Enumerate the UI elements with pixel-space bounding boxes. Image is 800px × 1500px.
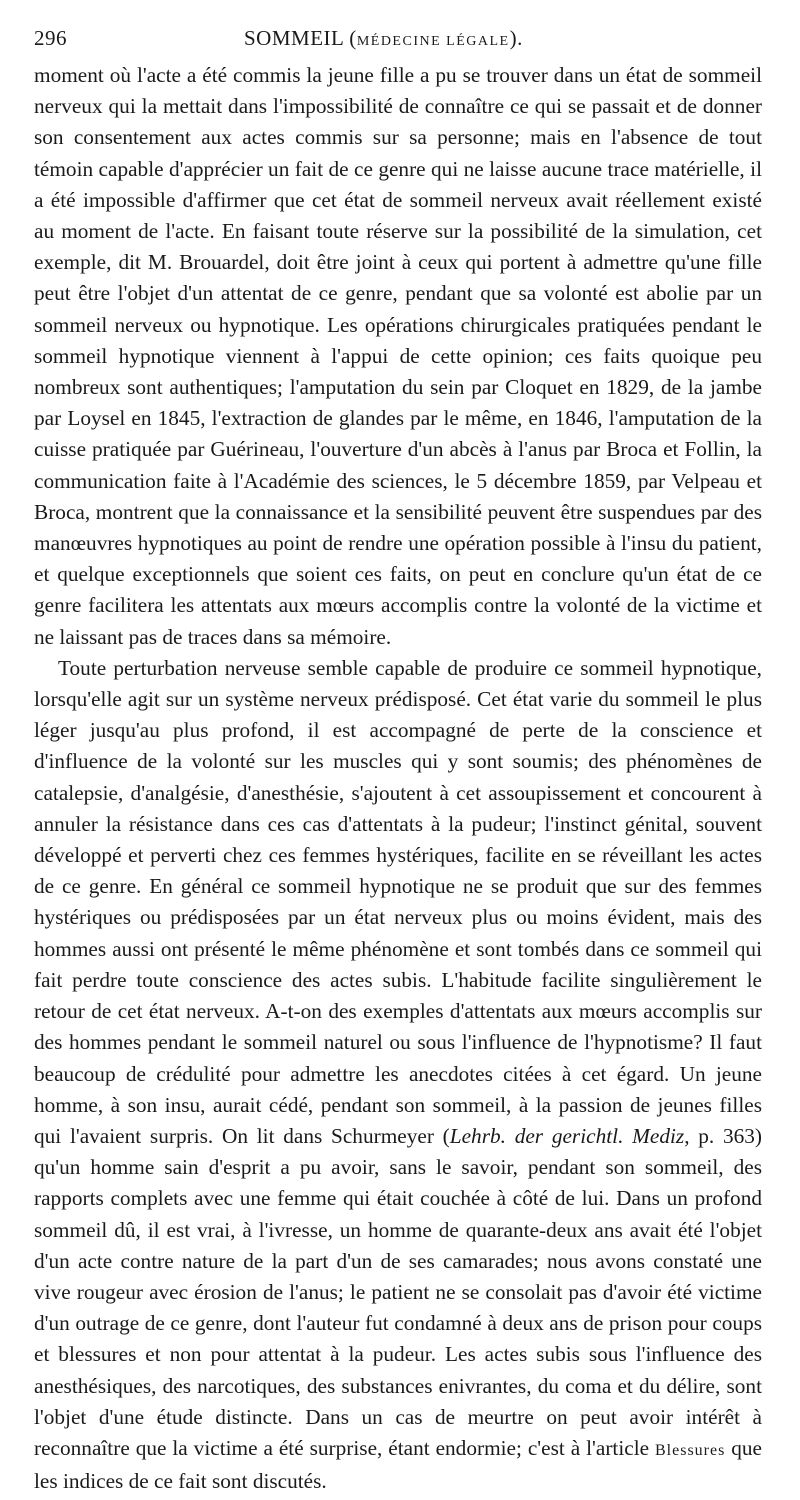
running-title — [244, 26, 762, 51]
paragraph-2-text-end: que les indices de ce fait sont discutés. — [34, 1435, 763, 1494]
paragraph-2 — [34, 653, 762, 1497]
article-reference: Blessures — [655, 1441, 726, 1459]
page-number: 296 — [34, 26, 67, 50]
body-text — [34, 60, 762, 1497]
paragraph-1: moment où l'acte a été commis la jeune fille a pu se trouver dans un état de sommeil nerveux qui la mettait dans l'impossibilité de connaître ce qui se passait et de donner son consentement aux actes commis sur sa personne; mais en l'absence de tout témoin capable d'apprécier un fait de ce genre qui ne laisse aucune trace matérielle, il a été impossible d'affirmer que cet état de sommeil nerveux avait réellement existé au moment de l'acte. En faisant toute réserve sur la possibilité de la simulation, cet exemple, dit M. Brouardel, doit être joint à ceux qui portent à admettre qu'une fille peut être l'objet d'un attentat de ce genre, pendant que sa volonté est abolie par un sommeil nerveux ou hypnotique. Les opérations chirurgicales pratiquées pendant le sommeil hypnotique viennent à l'appui de cette opinion; ces faits quoique peu nombreux sont authentiques; l'amputation du sein par Cloquet en 1829, de la jambe par Loysel en 1845, l'extraction de glandes par le même, en 1846, l'amputation de la cuisse pratiquée par Guérineau, l'ouverture d'un abcès à l'anus par Broca et Follin, la communication faite à l'Académie des sciences, le 5 décembre 1859, par Velpeau et Broca, montrent que la connaissance et la sensibilité peuvent être suspendues par des manœuvres hypnotiques au point de rendre une opération possible à l'insu du patient, et quelque exceptionnels que soient ces faits, on peut en conclure qu'un état de ce genre facilitera les attentats aux mœurs accomplis contre la volonté de la victime et ne laissant pas de traces dans sa mémoire. — [34, 63, 762, 649]
paragraph-2-text: Toute perturbation nerveuse semble capable de produire ce sommeil hypnotique, lorsqu'elle agit sur un système nerveux prédisposé. Cet état varie du sommeil le plus léger jusqu'au plus profond, il est accompagné de perte de la conscience et d'influence de la volonté sur les muscles qui y sont soumis; des phénomènes de catalepsie, d'analgésie, d'anesthésie, s'ajoutent à cet assoupissement et concourent à annuler la résistance dans ces cas d'attentats à la pudeur; l'instinct génital, souvent développé et perverti chez ces femmes hystériques, facilite en se réveillant les actes de ce genre. En général ce sommeil hypnotique ne se produit que sur des femmes hystériques ou prédisposées par un état nerveux plus ou moins évident, mais des hommes aussi ont présenté le même phénomène et sont tombés dans ce sommeil qui fait perdre toute conscience des actes subis. L'habitude facilite singulièrement le retour de cet état nerveux. A-t-on des exemples d'attentats aux mœurs accomplis sur des hommes pendant le sommeil naturel ou sous l'influence de l'hypnotisme? Il faut beaucoup de crédulité pour admettre les anecdotes citées à cet égard. Un jeune homme, à son insu, aurait cédé, pendant son sommeil, à la passion de jeunes filles qui l'avaient surpris. On lit dans Schurmeyer ( — [34, 655, 762, 1148]
running-title-main: SOMMEIL ( — [244, 26, 357, 50]
running-title-end: ). — [509, 26, 523, 50]
running-header — [34, 26, 762, 56]
running-title-subtitle: MÉDECINE LÉGALE — [356, 34, 510, 49]
book-citation: Lehrb. der gerichtl. Mediz — [449, 1123, 685, 1148]
paragraph-2-text-continued: , p. 363) qu'un homme sain d'esprit a pu avoir, sans le savoir, pendant son sommeil, des rapports complets avec une femme qui était couchée à côté de lui. Dans un profond sommeil dû, il est vrai, à l'ivresse, un homme de quarante-deux ans avait été l'objet d'un acte contre nature de la part d'un de ses camarades; nous avons constaté une vive rougeur avec érosion de l'anus; le patient ne se consolait pas d'avoir été victime d'un outrage de ce genre, dont l'auteur fut condamné à deux ans de prison pour coups et blessures et non pour attentat à la pudeur. Les actes subis sous l'influence des anesthésiques, des narcotiques, des substances enivrantes, du coma et du délire, sont l'objet d'une étude distincte. Dans un cas de meurtre on peut avoir intérêt à reconnaître que la victime a été surprise, étant endormie; c'est à l'article — [34, 1123, 763, 1460]
